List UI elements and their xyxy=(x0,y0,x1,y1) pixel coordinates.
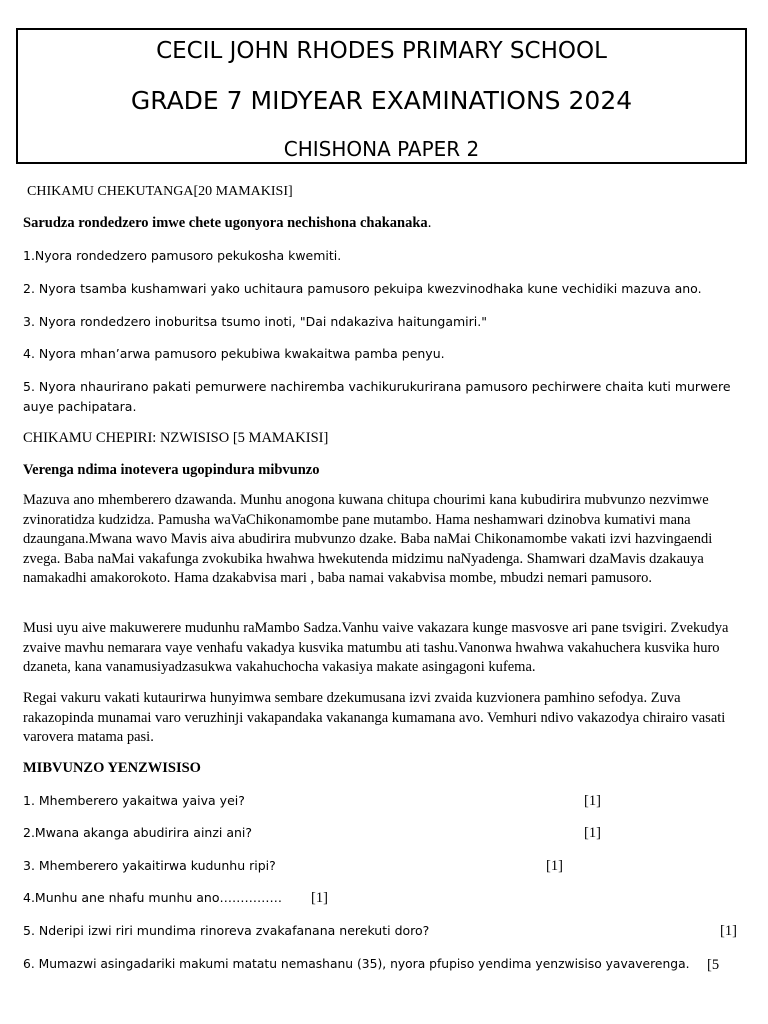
question-3: 3. Mhemberero yakaitirwa kudunhu ripi? xyxy=(23,858,276,873)
exam-title: GRADE 7 MIDYEAR EXAMINATIONS 2024 xyxy=(130,86,633,115)
school-name: CECIL JOHN RHODES PRIMARY SCHOOL xyxy=(156,38,607,64)
question-6: 6. Mumazwi asingadariki makumi matatu nemashanu (35), nyora pfupiso yendima yenzwisiso yavaverenga. xyxy=(23,957,690,971)
paper-title: CHISHONA PAPER 2 xyxy=(283,137,480,161)
essay-option-4: 4. Nyora mhan’arwa pamusoro pekubiwa kwakaitwa pamba penyu. xyxy=(23,346,445,361)
passage-paragraph-1: Mazuva ano mhemberero dzawanda. Munhu anogona kuwana chitupa chourimi kana kubudirira mubvunzo nezvimwe zvinoratidza kudzidza. Pamusha waVaChikonamombe pane mutambo. Hama neshamwari dzinobva kumativi mana dzaungana.Mwana wavo Mavis aiva abudirira mubvunzo dzake. Baba naMai Chikonamombe vakati izvi hazvingaendi zvega. Baba naMai vakafunga zvokubika hwahwa hwekutenda midzimu naNyadenga. Shamwari dzaMavis dzakauya namakadhi amakorokoto. Hama dzakabvisa mari , baba namai vakabvisa mombe, mbudzi nemari pamusoro. xyxy=(23,492,713,587)
essay-option-3: 3. Nyora rondedzero inoburitsa tsumo inoti, "Dai ndakaziva haitungamiri." xyxy=(23,314,487,329)
section1-title: CHIKAMU CHEKUTANGA[20 MAMAKISI] xyxy=(27,184,293,199)
question-3-mark: [1] xyxy=(546,858,563,874)
question-1-mark: [1] xyxy=(584,793,601,809)
essay-option-2: 2. Nyora tsamba kushamwari yako uchitaura pamusoro pekuipa kwezvinodhaka kune vechidiki mazuva ano. xyxy=(23,281,702,296)
question-5-mark: [1] xyxy=(720,923,737,939)
passage-paragraph-2: Musi uyu aive makuwerere mudunhu raMambo Sadza.Vanhu vaive vakazara kunge masvosve ari pane tsvigiri. Zvekudya zvaive mavhu nemarara vaye venhafu vakadya kusvika matumbu ati tashu.Vanonwa hwahwa vakahuchera kusvika huro dzaneta, kana vanamusiyadzasukwa vakahuchocha vakasiya makate asingagoni kufema. xyxy=(23,620,729,676)
section1-instruction xyxy=(23,215,431,232)
section1-instruction-text: Sarudza rondedzero imwe chete ugonyora nechishona chakanaka xyxy=(23,215,428,231)
questions-title: MIBVUNZO YENZWISISO xyxy=(23,760,201,776)
question-4-mark: [1] xyxy=(311,890,328,906)
exam-header-box xyxy=(16,28,747,164)
question-1: 1. Mhemberero yakaitwa yaiva yei? xyxy=(23,793,245,808)
essay-option-5: 5. Nyora nhaurirano pakati pemurwere nachiremba vachikurukurirana pamusoro pechirwere chaita kuti murwere auye pachipatara. xyxy=(23,379,731,414)
section2-title: CHIKAMU CHEPIRI: NZWISISO [5 MAMAKISI] xyxy=(23,430,329,446)
question-2-mark: [1] xyxy=(584,825,601,841)
section1-instruction-period: . xyxy=(427,215,432,231)
question-4: 4.Munhu ane nhafu munhu ano…………… xyxy=(23,890,282,905)
section2-instruction: Verenga ndima inotevera ugopindura mibvunzo xyxy=(23,462,320,478)
essay-option-1: 1.Nyora rondedzero pamusoro pekukosha kwemiti. xyxy=(23,248,342,263)
question-6-mark: [5 xyxy=(707,957,720,973)
question-5: 5. Nderipi izwi riri mundima rinoreva zvakafanana nerekuti doro? xyxy=(23,923,430,938)
question-2: 2.Mwana akanga abudirira ainzi ani? xyxy=(23,825,253,840)
passage-paragraph-3: Regai vakuru vakati kutaurirwa hunyimwa sembare dzekumusana izvi zvaida kuzvionera pamhino sefodya. Zuva rakazopinda munamai varo veruzhinji vakapandaka vakananga kumamana avo. Vemhuri ndivo vakazodya chirairo vasati varovera matama pasi. xyxy=(23,690,726,746)
